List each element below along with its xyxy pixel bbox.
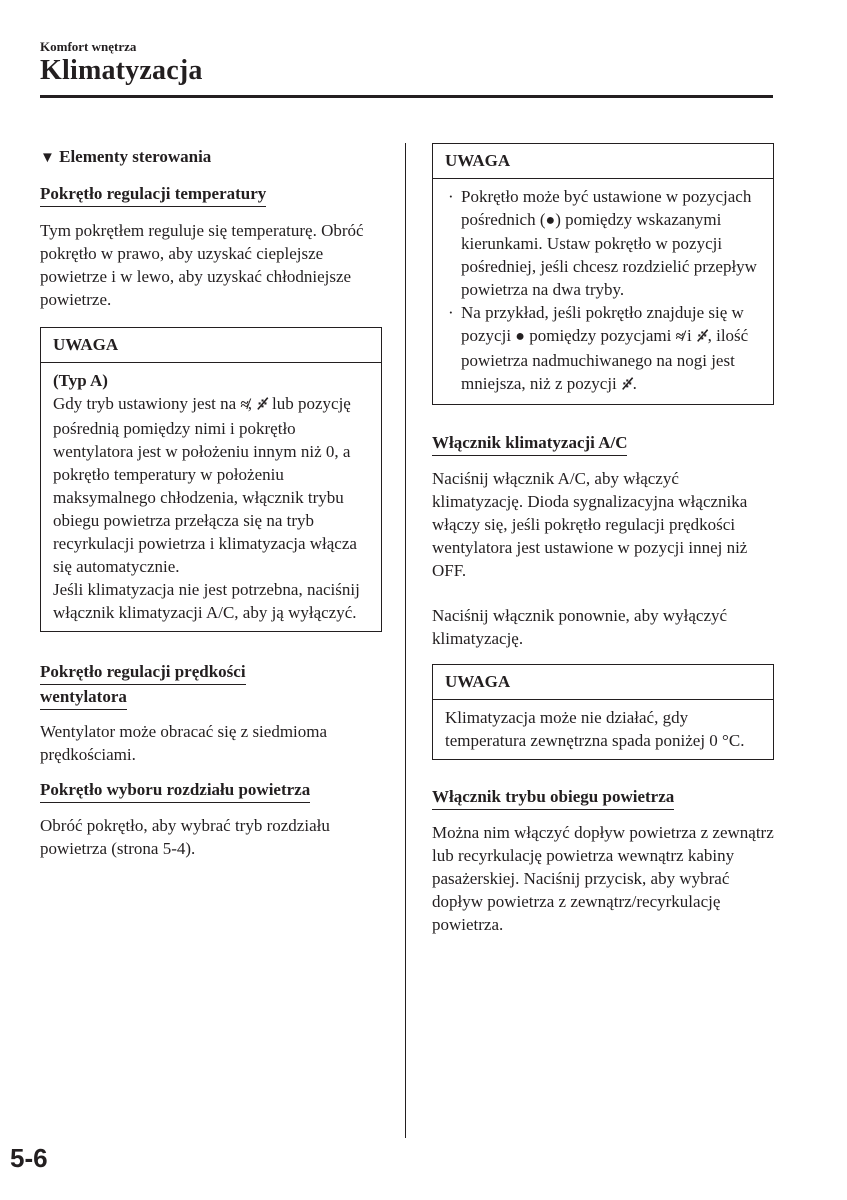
temp-knob-heading: [40, 182, 382, 207]
page-number: 5-6: [10, 1143, 48, 1173]
ac-switch-heading: [432, 431, 774, 456]
note-box-header: UWAGA: [433, 144, 773, 179]
page-title: Klimatyzacja: [40, 55, 203, 86]
ac-switch-heading-text: Włącznik klimatyzacji A/C: [432, 431, 627, 456]
triangle-down-icon: ▼: [40, 150, 55, 166]
note-box-temperature: [432, 664, 774, 760]
column-divider: [405, 143, 406, 1138]
defrost-feet-mode-icon: ≉: [675, 329, 683, 345]
distribution-heading: [40, 778, 382, 803]
note-box-body: [433, 179, 773, 404]
temp-knob-text: Tym pokrętłem reguluje się temperaturę. Obróć pokrętło w prawo, aby uzyskać cieplejsze powietrze i w lewo, aby uzyskać chłodniejsze powietrze.: [40, 221, 364, 309]
note-bullet-1: · Pokrętło może być ustawione w pozycjach pośrednich (●) pomiędzy wskazanymi kierunkami. Ustaw pokrętło w pozycji pośredniej, jeśli chcesz rozdzielić przepływ powietrza na dwa tryby.: [448, 187, 757, 299]
distribution-text: Obróć pokrętło, aby wybrać tryb rozdziału powietrza (strona 5-4).: [40, 816, 330, 858]
temp-knob-heading-text: Pokrętło regulacji temperatury: [40, 182, 266, 207]
floor-feet-mode-icon: ⁘̸: [696, 329, 708, 345]
note-box-header: UWAGA: [433, 665, 773, 700]
right-column: [432, 143, 774, 936]
floor-feet-mode-icon: ⁘̸: [621, 377, 633, 393]
note-type-label: (Typ A): [53, 371, 108, 390]
section-label: Komfort wnętrza: [40, 39, 137, 54]
ac-switch-text-1: Naciśnij włącznik A/C, aby włączyć klimatyzację. Dioda sygnalizacyjna włącznika włączy się, jeśli pokrętło regulacji prędkości wentylatora jest ustawione w pozycji innej niż OFF.: [432, 469, 748, 580]
note-box-body: [41, 363, 381, 631]
recirc-switch-heading-text: Włącznik trybu obiegu powietrza: [432, 785, 674, 810]
floor-feet-mode-icon: ⁘̸: [256, 397, 268, 413]
note-box-intermediate: [432, 143, 774, 405]
left-column: [40, 145, 382, 860]
note-box-body: Klimatyzacja może nie działać, gdy temperatura zewnętrzna spada poniżej 0 °C.: [445, 708, 745, 750]
title-rule: [40, 95, 773, 98]
note-box-type-a: [40, 327, 382, 632]
dot-position-icon: ●: [515, 328, 525, 345]
ac-switch-text-2: Naciśnij włącznik ponownie, aby wyłączyć klimatyzację.: [432, 606, 728, 648]
defrost-feet-mode-icon: ≉: [240, 397, 248, 413]
controls-heading: [40, 145, 382, 170]
fan-speed-text: Wentylator może obracać się z siedmioma prędkościami.: [40, 722, 328, 764]
bullet-icon: ·: [448, 303, 454, 322]
dot-position-icon: ●: [545, 212, 556, 229]
fan-speed-heading: [40, 660, 382, 710]
fan-speed-heading-line2: wentylatora: [40, 685, 127, 710]
fan-speed-heading-line1: Pokrętło regulacji prędkości: [40, 660, 246, 685]
controls-heading-text: Elementy sterowania: [59, 147, 212, 166]
recirc-switch-text: Można nim włączyć dopływ powietrza z zewnątrz lub recyrkulację powietrza wewnątrz kabiny pasażerskiej. Naciśnij przycisk, aby wybrać dopływ powietrza z zewnątrz/recyrkulację powietrza.: [432, 823, 774, 934]
note-paragraph-2: Jeśli klimatyzacja nie jest potrzebna, naciśnij włącznik klimatyzacji A/C, aby ją wyłączyć.: [53, 580, 360, 622]
note-box-header: UWAGA: [41, 328, 381, 363]
recirc-switch-heading: [432, 785, 774, 810]
distribution-heading-text: Pokrętło wyboru rozdziału powietrza: [40, 778, 310, 803]
bullet-icon: ·: [448, 187, 454, 206]
note-bullet-2: · Na przykład, jeśli pokrętło znajduje się w pozycji ● pomiędzy pozycjami ≉ i ⁘̸, ilość powietrza nadmuchiwanego na nogi jest mniejsza, niż z pozycji ⁘̸.: [445, 301, 763, 397]
note-paragraph-1: Gdy tryb ustawiony jest na ≉, ⁘̸ lub pozycję pośrednią pomiędzy nimi i pokrętło wentylatora jest w położeniu innym niż 0, a pokrętło temperatury w położeniu maksymalnego chłodzenia, włącznik trybu obiegu powietrza przełącza się na tryb recyrkulacji powietrza i klimatyzacja włącza się automatycznie.: [53, 394, 357, 576]
